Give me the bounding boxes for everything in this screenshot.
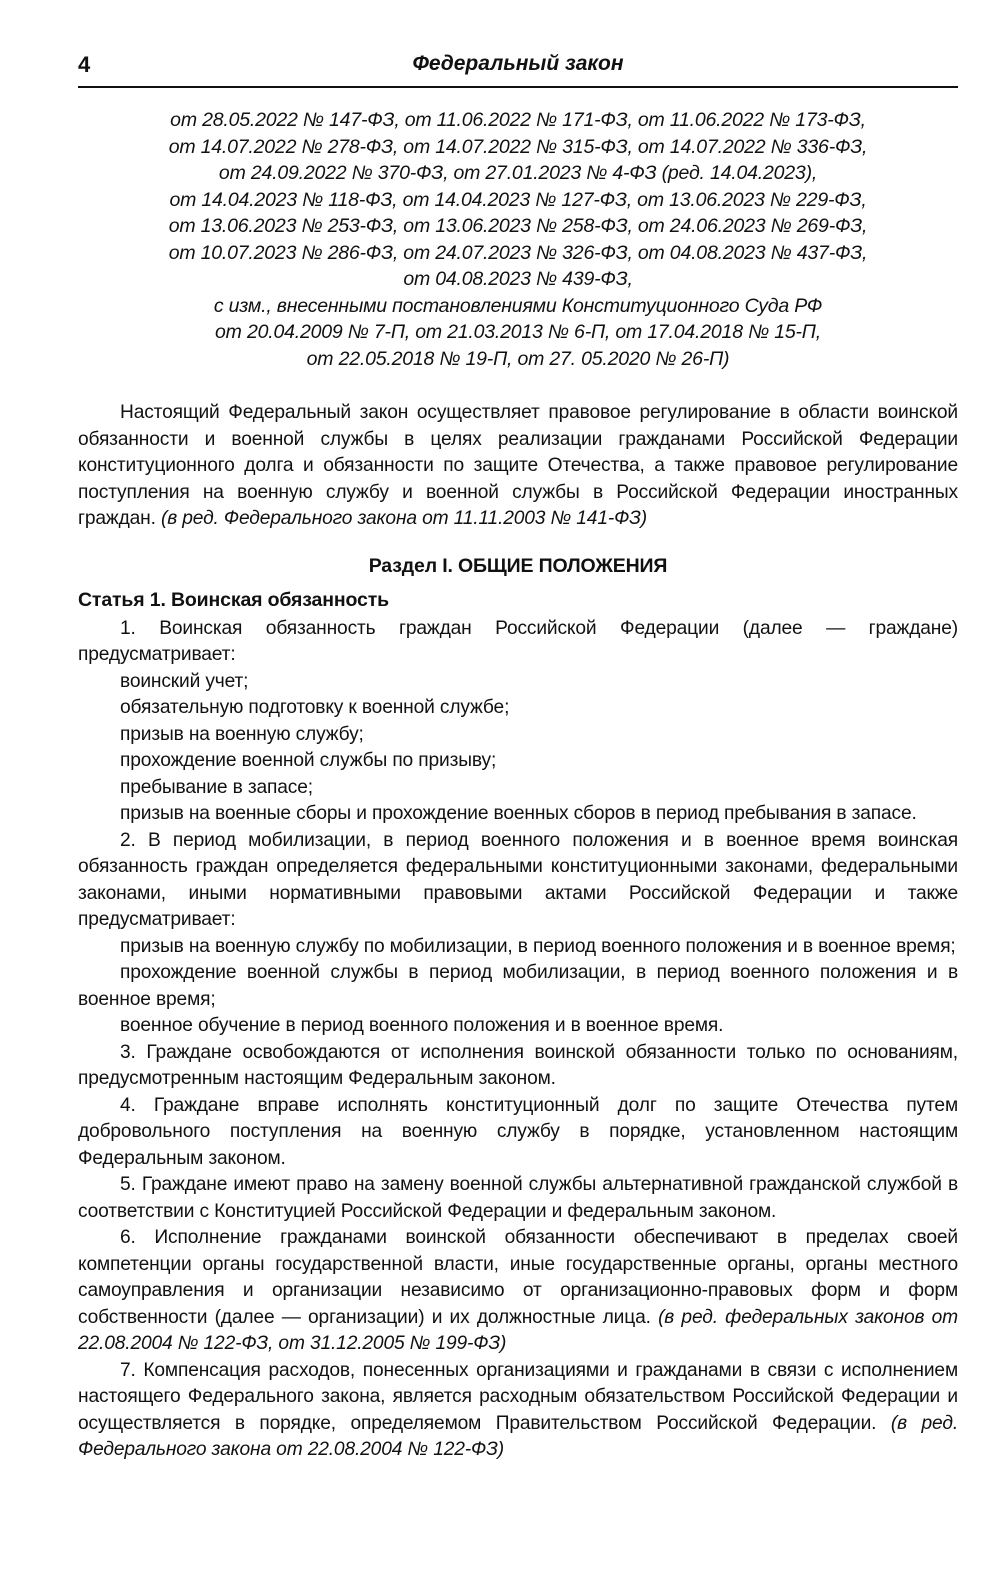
list-item: призыв на военную службу по мобилизации, в период военного положения и в военное время; [120,935,956,957]
preamble-note: (в ред. Федерального закона от 11.11.2003 № 141-ФЗ) [160,508,648,529]
list-item: воинский учет; [120,670,249,692]
clause-7-text: 7. Компенсация расходов, понесенных организациями и гражданами в связи с исполнением настоящего Федерального закона, является расходным обязательством Российской Федерации и осуществляется в порядке, определяемом Правительством Российской Федерации. [78,1359,958,1434]
clause-2: 2. В период мобилизации, в период военного положения и в военное время воинская обязанность граждан определяется федеральными конституционными законами, федеральными законами, иными нормативными правовыми актами Российской Федерации и также предусматривает: [78,829,958,930]
clause-6-text: 6. Исполнение гражданами воинской обязанности обеспечивают в пределах своей компетенции органы государственной власти, иные государственные органы, органы местного самоуправления и организации независимо от организационно-правовых форм и форм собственности (далее — организации) и их должностные лица. [78,1227,958,1328]
clause-7-note: (в ред. Федерального закона от 22.08.2004 № 122-ФЗ) [78,1412,959,1460]
amendment-line: от 04.08.2023 № 439-ФЗ, [403,268,633,290]
preamble-text: Настоящий Федеральный закон осуществляет правовое регулирование в области воинской обязанности и военной службы в целях реализации гражданами Российской Федерации конституционного долга и обязанности по защите Отечества, а также правовое регулирование поступления на военную службу и военной службы в Российской Федерации иностранных граждан. [78,402,958,529]
section-title: Раздел I. ОБЩИЕ ПОЛОЖЕНИЯ [368,554,668,577]
page-number: 4 [78,52,91,77]
main-text [78,400,958,1464]
amendment-line: от 13.06.2023 № 253-ФЗ, от 13.06.2023 № 258-ФЗ, от 24.06.2023 № 269-ФЗ, [168,215,868,237]
amendment-line: от 24.09.2022 № 370-ФЗ, от 27.01.2023 № 4-ФЗ (ред. 14.04.2023), [218,162,818,184]
list-item: пребывание в запасе; [120,776,313,798]
clause-1: 1. Воинская обязанность граждан Российской Федерации (далее — граждане) предусматривает: [78,617,958,665]
page-header [78,52,958,88]
preamble-paragraph [78,400,958,533]
amendment-line: от 20.04.2009 № 7-П, от 21.03.2013 № 6-П, от 17.04.2018 № 15-П, [215,321,821,343]
running-title: Федеральный закон [412,52,624,75]
list-item: прохождение военной службы по призыву; [120,750,497,771]
amendments-block [78,107,958,372]
clause-6 [78,1225,958,1358]
clause-7 [78,1358,958,1464]
list-item: военное обучение в период военного положения и в военное время. [120,1015,724,1036]
clause-4: 4. Граждане вправе исполнять конституционный долг по защите Отечества путем добровольного поступления на военную службу в порядке, установленном настоящим Федеральным законом. [78,1094,958,1169]
amendment-line: от 22.05.2018 № 19-П, от 27. 05.2020 № 26-П) [306,347,730,370]
article-title: Статья 1. Воинская обязанность [78,589,389,611]
list-item: прохождение военной службы в период мобилизации, в период военного положения и в военное время; [78,962,958,1010]
amendment-line: от 10.07.2023 № 286-ФЗ, от 24.07.2023 № 326-ФЗ, от 04.08.2023 № 437-ФЗ, [168,241,868,264]
list-item: призыв на военную службу; [120,723,364,745]
amendment-line: с изм., внесенными постановлениями Конституционного Суда РФ [213,294,823,317]
amendment-line: от 28.05.2022 № 147-ФЗ, от 11.06.2022 № 171-ФЗ, от 11.06.2022 № 173-ФЗ, [170,109,866,131]
list-item: призыв на военные сборы и прохождение военных сборов в период пребывания в запасе. [120,803,917,824]
list-item: обязательную подготовку к военной службе; [120,697,510,718]
clause-6-note: (в ред. федеральных законов от 22.08.2004 № 122-ФЗ, от 31.12.2005 № 199-ФЗ) [78,1306,959,1354]
amendment-line: от 14.04.2023 № 118-ФЗ, от 14.04.2023 № 127-ФЗ, от 13.06.2023 № 229-ФЗ, [169,188,867,211]
clause-3: 3. Граждане освобождаются от исполнения воинской обязанности только по основаниям, предусмотренным настоящим Федеральным законом. [78,1041,958,1089]
amendment-line: от 14.07.2022 № 278-ФЗ, от 14.07.2022 № 315-ФЗ, от 14.07.2022 № 336-ФЗ, [168,135,868,158]
clause-5: 5. Граждане имеют право на замену военной службы альтернативной гражданской службой в соответствии с Конституцией Российской Федерации и федеральным законом. [78,1174,958,1222]
